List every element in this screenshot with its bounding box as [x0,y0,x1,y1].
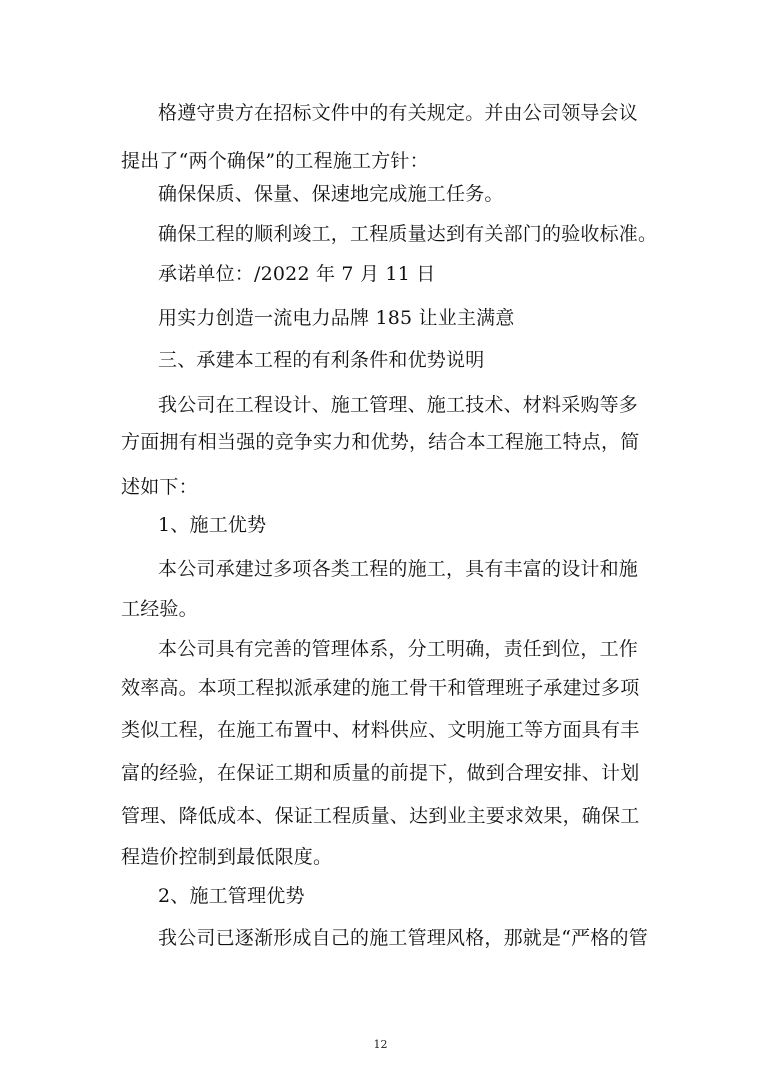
text-line-5: 承诺单位：/2022 年 7 月 11 日 [158,263,436,285]
subsection-heading-2: 2、施工管理优势 [158,885,305,907]
text-line-1: 格遵守贵方在招标文件中的有关规定。并由公司领导会议 [158,102,639,124]
text-line-3: 确保保质、保量、保速地完成施工任务。 [158,183,504,205]
text-line-17: 富的经验，在保证工期和质量的前提下，做到合理安排、计划 [121,762,640,784]
text-line-12: 本公司承建过多项各类工程的施工，具有丰富的设计和施 [158,558,639,580]
text-line-18: 管理、降低成本、保证工程质量、达到业主要求效果，确保工 [121,805,640,827]
section-heading-3: 三、承建本工程的有利条件和优势说明 [158,349,485,371]
text-line-10: 述如下： [121,476,198,498]
text-line-15: 效率高。本项工程拟派承建的施工骨干和管理班子承建过多项 [121,677,640,699]
text-line-13: 工经验。 [121,598,198,620]
subsection-heading-1: 1、施工优势 [158,514,267,536]
text-line-4: 确保工程的顺利竣工，工程质量达到有关部门的验收标准。 [158,223,658,245]
text-line-2: 提出了“两个确保”的工程施工方针： [121,150,429,172]
text-line-8: 我公司在工程设计、施工管理、施工技术、材料采购等多 [158,394,639,416]
text-line-9: 方面拥有相当强的竞争实力和优势，结合本工程施工特点，简 [121,431,640,453]
page-number: 12 [373,1038,388,1051]
text-line-19: 程造价控制到最低限度。 [121,846,333,868]
text-line-16: 类似工程，在施工布置中、材料供应、文明施工等方面具有丰 [121,719,640,741]
text-line-21: 我公司已逐渐形成自己的施工管理风格，那就是“严格的管 [158,927,648,949]
text-line-14: 本公司具有完善的管理体系，分工明确，责任到位，工作 [158,638,639,660]
text-line-6: 用实力创造一流电力品牌 185 让业主满意 [158,307,515,329]
